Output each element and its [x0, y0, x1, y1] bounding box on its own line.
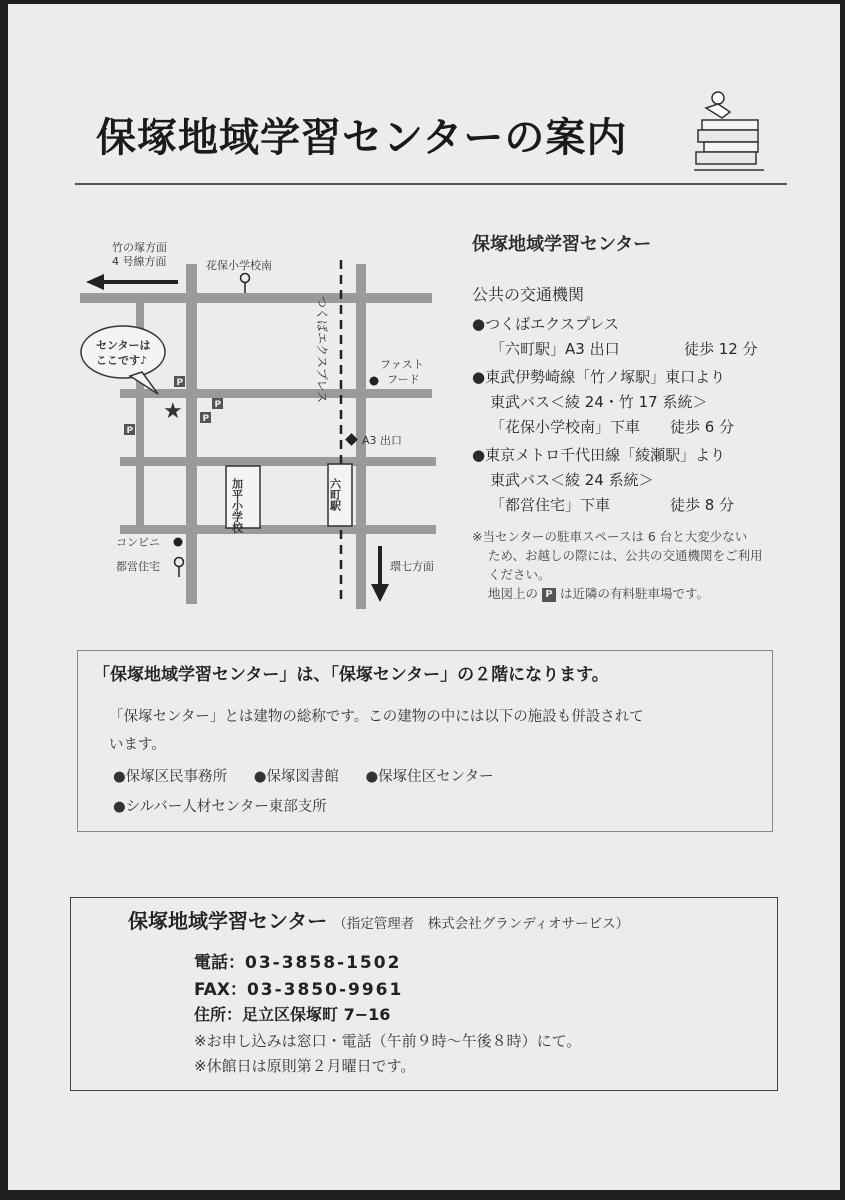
contact-phone: [194, 948, 401, 973]
road-horizontal-4: [120, 525, 436, 534]
title-divider: [75, 183, 787, 185]
route-line: ●東京メトロ千代田線「綾瀬駅」より: [472, 446, 726, 464]
svg-text:P: P: [202, 414, 210, 424]
direction-nw-label-1: 竹の塚方面: [112, 241, 167, 254]
fax-label: FAX：: [194, 980, 247, 1000]
convenience-store-label: コンビニ: [116, 536, 160, 549]
route-bus: 東武バス＜綾 24・竹 17 系統＞: [490, 393, 708, 411]
bus-stop-icon: [241, 274, 250, 294]
page-title: 保塚地域学習センターの案内: [96, 115, 628, 161]
route-tobu-isesaki: [472, 365, 734, 440]
contact-manager: （指定管理者 株式会社グランディオサービス）: [333, 916, 630, 932]
facility-item: ●保塚住区センター: [365, 769, 494, 785]
convenience-store-marker-icon: [174, 538, 183, 547]
kannana-direction-label: 環七方面: [390, 560, 434, 573]
center-bubble-line-1: センターは: [96, 339, 151, 352]
route-walk-time: 徒歩 8 分: [670, 496, 735, 514]
road-vertical-main: [186, 264, 197, 604]
bus-stop-icon: [175, 558, 184, 578]
application-note: ※お申し込みは窓口・電話（午前９時〜午後８時）にて。: [194, 1032, 582, 1050]
kahei-school-label: 加平小学校: [230, 478, 244, 533]
address-label: 住所：: [194, 1005, 243, 1024]
route-stop: 「都営住宅」下車: [490, 496, 611, 514]
parking-badge-icon: P: [542, 588, 556, 602]
building-heading: 「保塚地域学習センター」は、「保塚センター」の２階になります。: [93, 665, 609, 685]
a3-exit-diamond-icon: [345, 433, 358, 446]
route-stop: 「花保小学校南」下車: [490, 418, 641, 436]
transit-heading: 公共の交通機関: [472, 285, 585, 304]
facility-list: [113, 762, 673, 822]
parking-note-line-4a: 地図上の: [488, 586, 539, 601]
hanaho-school-south-label: 花保小学校南: [206, 259, 272, 272]
reading-person-icon: [692, 88, 768, 180]
route-stop: 「六町駅」A3 出口: [490, 340, 620, 358]
route-line: ●東武伊勢崎線「竹ノ塚駅」東口より: [472, 368, 726, 386]
route-line: ●つくばエクスプレス: [472, 315, 619, 333]
closing-day-note: ※休館日は原則第２月曜日です。: [194, 1057, 416, 1075]
parking-marker-4: [124, 424, 135, 436]
parking-marker-2: [212, 398, 223, 410]
svg-text:P: P: [214, 400, 222, 410]
arrow-down-icon: [371, 546, 389, 602]
route-tokyo-metro-chiyoda: [472, 443, 734, 518]
facility-item: ●保塚区民事務所: [113, 769, 228, 785]
phone-label: 電話：: [194, 953, 245, 973]
building-description: 「保塚センター」とは建物の総称です。この建物の中には以下の施設も併設されています。: [109, 709, 644, 753]
rokucho-station-label: 六町駅: [328, 478, 342, 511]
fast-food-label-1: ファスト: [380, 358, 424, 371]
toei-housing-label: 都営住宅: [116, 560, 160, 573]
contact-fax: [194, 975, 403, 1000]
address-value: 足立区保塚町 7−16: [242, 1005, 391, 1024]
facility-item: ●シルバー人材センター東部支所: [113, 799, 327, 815]
route-tsukuba-express: [472, 312, 758, 362]
svg-text:P: P: [176, 378, 184, 388]
fast-food-marker-icon: [370, 377, 379, 386]
contact-name: [128, 905, 629, 934]
parking-note-line-1: ※当センターの駐車スペースは 6 台と大変少ない: [472, 529, 748, 544]
fax-number: 03-3850-9961: [246, 980, 404, 1000]
svg-text:P: P: [126, 426, 134, 436]
parking-note: [472, 527, 763, 603]
facility-item: ●保塚図書館: [253, 769, 339, 785]
access-map: [72, 232, 444, 610]
road-horizontal-3: [120, 457, 436, 466]
contact-center-name: 保塚地域学習センター: [128, 909, 328, 933]
center-speech-bubble: [81, 326, 165, 394]
route-walk-time: 徒歩 6 分: [670, 418, 735, 436]
fast-food-label-2: フード: [387, 373, 420, 386]
parking-marker-3: [200, 412, 211, 424]
road-horizontal-2: [120, 389, 432, 398]
parking-note-line-4b: は近隣の有料駐車場です。: [560, 586, 710, 601]
a3-exit-label: A3 出口: [362, 434, 403, 447]
route-walk-time: 徒歩 12 分: [684, 340, 758, 358]
road-horizontal-top: [80, 293, 432, 303]
tsukuba-express-label: つくばエクスプレス: [315, 296, 329, 404]
arrow-left-icon: [86, 274, 178, 290]
parking-marker-1: [174, 376, 185, 388]
contact-address: [194, 1002, 390, 1025]
center-bubble-line-2: ここです♪: [96, 354, 148, 367]
route-bus: 東武バス＜綾 24 系統＞: [490, 471, 654, 489]
direction-nw-label-2: 4 号線方面: [112, 255, 167, 268]
parking-note-line-2: ため、お越しの際には、公共の交通機関をご利用: [488, 548, 763, 563]
phone-number: 03-3858-1502: [245, 953, 402, 973]
info-title: 保塚地域学習センター: [472, 234, 652, 255]
parking-note-line-3: ください。: [488, 567, 551, 582]
center-location-star-icon: ★: [163, 399, 183, 424]
